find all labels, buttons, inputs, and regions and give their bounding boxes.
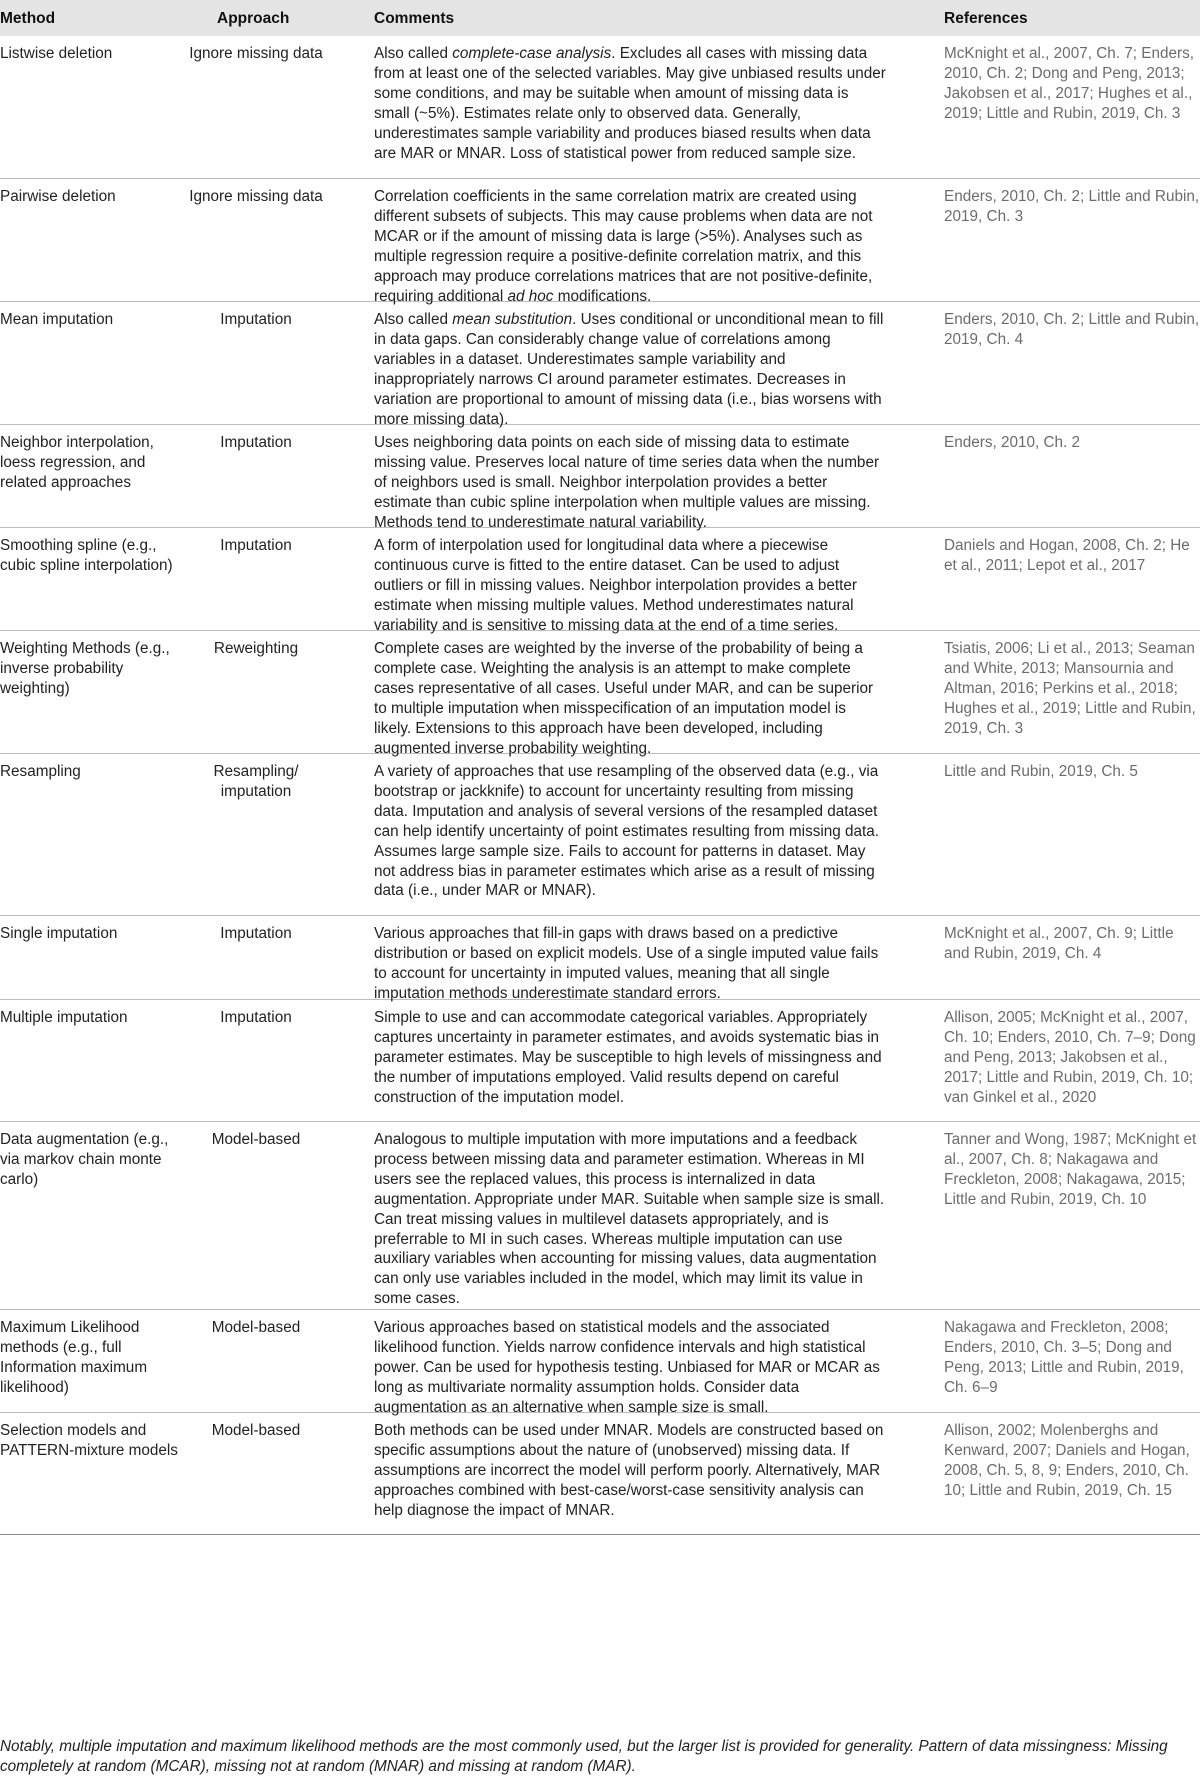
method-cell: Weighting Methods (e.g., inverse probability weighting) (0, 640, 170, 697)
table-row (0, 631, 1200, 757)
table-row (0, 754, 1200, 916)
references-cell: Tanner and Wong, 1987; McKnight et al., 2007, Ch. 8; Nakagawa and Freckleton, 2008; Nakagawa, 2015; Little and Rubin, 2019, Ch. 10 (944, 1131, 1197, 1208)
header-references: References (944, 10, 1028, 27)
references-cell: McKnight et al., 2007, Ch. 7; Enders, 2010, Ch. 2; Dong and Peng, 2013; Jakobsen et al., 2017; Hughes et al., 2019; Little and Rubin, 2019, Ch. 3 (944, 45, 1194, 122)
table-row (0, 302, 1200, 428)
comments-cell: Various approaches based on statistical models and the associated likelihood function. Yields narrow confidence intervals and high statistical power. Can be used for hypothesis testing. Unbiased for MAR or MCAR as long as multivariate normality assumption holds. Consider data augmentation as an alternative when sample size is small. (374, 1319, 880, 1416)
references-cell: Enders, 2010, Ch. 2 (944, 434, 1081, 451)
approach-cell: Model-based (211, 1319, 301, 1336)
comments-cell: Various approaches that fill-in gaps with draws based on a predictive distribution or based on explicit models. Use of a single imputed value fails to account for uncertainty in imputed values, meaning that all single imputation methods underestimate standard errors. (374, 925, 879, 1002)
approach-cell: Model-based (211, 1131, 301, 1148)
header-method: Method (0, 10, 56, 27)
method-cell: Neighbor interpolation, loess regression, and related approaches (0, 434, 154, 491)
references-cell: Little and Rubin, 2019, Ch. 5 (944, 763, 1138, 780)
approach-cell: Imputation (220, 1009, 292, 1026)
table-footnote: Notably, multiple imputation and maximum likelihood methods are the most commonly used, but the larger list is provided for generality. Pattern of data missingness: Missing completely at random (MCAR), missing not at random (MNAR) and missing at random (MAR). (0, 1738, 1168, 1775)
method-cell: Multiple imputation (0, 1009, 128, 1026)
comments-cell: Complete cases are weighted by the inverse of the probability of being a complete case. Weighting the analysis is an attempt to make complete cases representative of all cases. Useful under MAR, and can be superior to multiple imputation when misspecification of an imputation model is likely. Extensions to this approach have been developed, including augmented inverse probability weighting. (374, 640, 874, 757)
method-cell: Single imputation (0, 925, 118, 942)
table-header (0, 0, 1200, 36)
table-row (0, 179, 1200, 305)
references-cell: Enders, 2010, Ch. 2; Little and Rubin, 2019, Ch. 3 (944, 188, 1200, 225)
method-cell: Listwise deletion (0, 45, 113, 62)
method-cell: Selection models and PATTERN-mixture models (0, 1422, 178, 1459)
references-cell: Allison, 2002; Molenberghs and Kenward, 2007; Daniels and Hogan, 2008, Ch. 5, 8, 9; Enders, 2010, Ch. 10; Little and Rubin, 2019, Ch. 15 (944, 1422, 1190, 1499)
table-row (0, 1122, 1200, 1310)
table-row (0, 1413, 1200, 1535)
approach-cell: Imputation (220, 537, 292, 554)
table-row (0, 1310, 1200, 1416)
references-cell: Nakagawa and Freckleton, 2008; Enders, 2010, Ch. 3–5; Dong and Peng, 2013; Little and Rubin, 2019, Ch. 6–9 (944, 1319, 1184, 1396)
header-comments: Comments (374, 10, 455, 27)
comments-emphasis: ad hoc (507, 287, 554, 305)
table-row (0, 528, 1200, 634)
references-cell: Daniels and Hogan, 2008, Ch. 2; He et al., 2011; Lepot et al., 2017 (944, 537, 1190, 574)
approach-cell: Resampling/ imputation (213, 763, 299, 800)
approach-cell: Imputation (220, 311, 292, 328)
comments-cell: Correlation coefficients in the same correlation matrix are created using different subsets of subjects. This may cause problems when data are not MCAR or if the amount of missing data is large (>5%). Analyses such as multiple regression require a positive-definite correlation matrix, and this approach may produce correlations matrices that are not positive-definite, requiring additional ad hoc modifications. (374, 188, 873, 305)
approach-cell: Reweighting (213, 640, 299, 657)
comments-emphasis: complete-case analysis (452, 45, 612, 62)
comments-cell: Also called complete-case analysis. Excludes all cases with missing data from at least one of the selected variables. May give unbiased results under some conditions, and may be suitable when amount of missing data is small (~5%). Estimates relate only to observed data. Generally, underestimates sample variability and produces biased results when data are MAR or MNAR. Loss of statistical power from reduced sample size. (374, 45, 886, 162)
references-cell: McKnight et al., 2007, Ch. 9; Little and Rubin, 2019, Ch. 4 (944, 925, 1174, 962)
header-approach: Approach (217, 10, 290, 27)
references-cell: Allison, 2005; McKnight et al., 2007, Ch. 10; Enders, 2010, Ch. 7–9; Dong and Peng, 2013; Jakobsen et al., 2017; Little and Rubin, 2019, Ch. 10; van Ginkel et al., 2020 (944, 1009, 1196, 1106)
references-cell: Tsiatis, 2006; Li et al., 2013; Seaman and White, 2013; Mansournia and Altman, 2016; Perkins et al., 2018; Hughes et al., 2019; Little and Rubin, 2019, Ch. 3 (944, 640, 1196, 737)
comments-cell: A form of interpolation used for longitudinal data where a piecewise continuous curve is fitted to the entire dataset. Can be used to adjust outliers or fill in missing values. Neighbor interpolation provides a better estimate when missing multiple values. Method underestimates natural variability and is sensitive to missing data at the end of a time series. (374, 537, 857, 634)
approach-cell: Imputation (220, 925, 292, 942)
table-row (0, 916, 1200, 1000)
comments-cell: Uses neighboring data points on each side of missing data to estimate missing value. Preserves local nature of time series data when the number of neighbors used is small. Neighbor interpolation provides a better estimate than cubic spline interpolation when multiple values are missing. Methods tend to underestimate natural variability. (374, 434, 880, 531)
method-cell: Resampling (0, 763, 81, 780)
comments-cell: Both methods can be used under MNAR. Models are constructed based on specific assumptions about the nature of (unobserved) missing data. If assumptions are incorrect the model will perform poorly. Alternatively, MAR approaches combined with best-case/worst-case sensitivity analysis can help diagnose the impact of MNAR. (374, 1422, 884, 1519)
comments-cell: Also called mean substitution. Uses conditional or unconditional mean to fill in data gaps. Can considerably change value of correlations among variables in a dataset. Underestimates sample variability and inappropriately narrows CI around parameter estimates. Decreases in variation are proportional to amount of missing data (i.e., bias worsens with more missing data). (374, 311, 884, 428)
comments-cell: Analogous to multiple imputation with more imputations and a feedback process between missing data and parameter estimation. Whereas in MI users see the replaced values, this process is internalized in data augmentation. Appropriate under MAR. Suitable when sample size is small. Can treat missing values in multilevel datasets appropriately, and is preferrable to MI in such cases. Whereas multiple imputation can use auxiliary variables when accounting for missing values, data augmentation can only use variables included in the model, which may limit its value in some cases. (374, 1131, 885, 1308)
method-cell: Maximum Likelihood methods (e.g., full Information maximum likelihood) (0, 1319, 148, 1396)
approach-cell: Imputation (220, 434, 292, 451)
comments-cell: A variety of approaches that use resampling of the observed data (e.g., via bootstrap or jackknife) to account for uncertainty resulting from missing data. Imputation and analysis of several versions of the resampled dataset can help identify uncertainty of point estimates resulting from missing data. Assumes large sample size. Fails to account for patterns in dataset. May not address bias in parameter estimates which arise as a result of missing data (i.e., under MAR or MNAR). (374, 763, 880, 900)
table-row (0, 425, 1200, 531)
approach-cell: Ignore missing data (189, 188, 323, 205)
references-cell: Enders, 2010, Ch. 2; Little and Rubin, 2019, Ch. 4 (944, 311, 1200, 348)
method-cell: Mean imputation (0, 311, 114, 328)
comments-emphasis: mean substitution (452, 311, 573, 328)
method-cell: Pairwise deletion (0, 188, 116, 205)
table-row (0, 1000, 1200, 1122)
method-cell: Data augmentation (e.g., via markov chain monte carlo) (0, 1131, 169, 1188)
approach-cell: Model-based (211, 1422, 301, 1439)
approach-cell: Ignore missing data (189, 45, 323, 62)
comments-cell: Simple to use and can accommodate categorical variables. Appropriately captures uncertainty in parameter estimates, and avoids systematic bias in parameter estimates. May be susceptible to high levels of missingness and the number of imputations employed. Valid results depend on careful construction of the imputation model. (374, 1009, 882, 1106)
method-cell: Smoothing spline (e.g., cubic spline interpolation) (0, 537, 173, 574)
table-row (0, 36, 1200, 179)
